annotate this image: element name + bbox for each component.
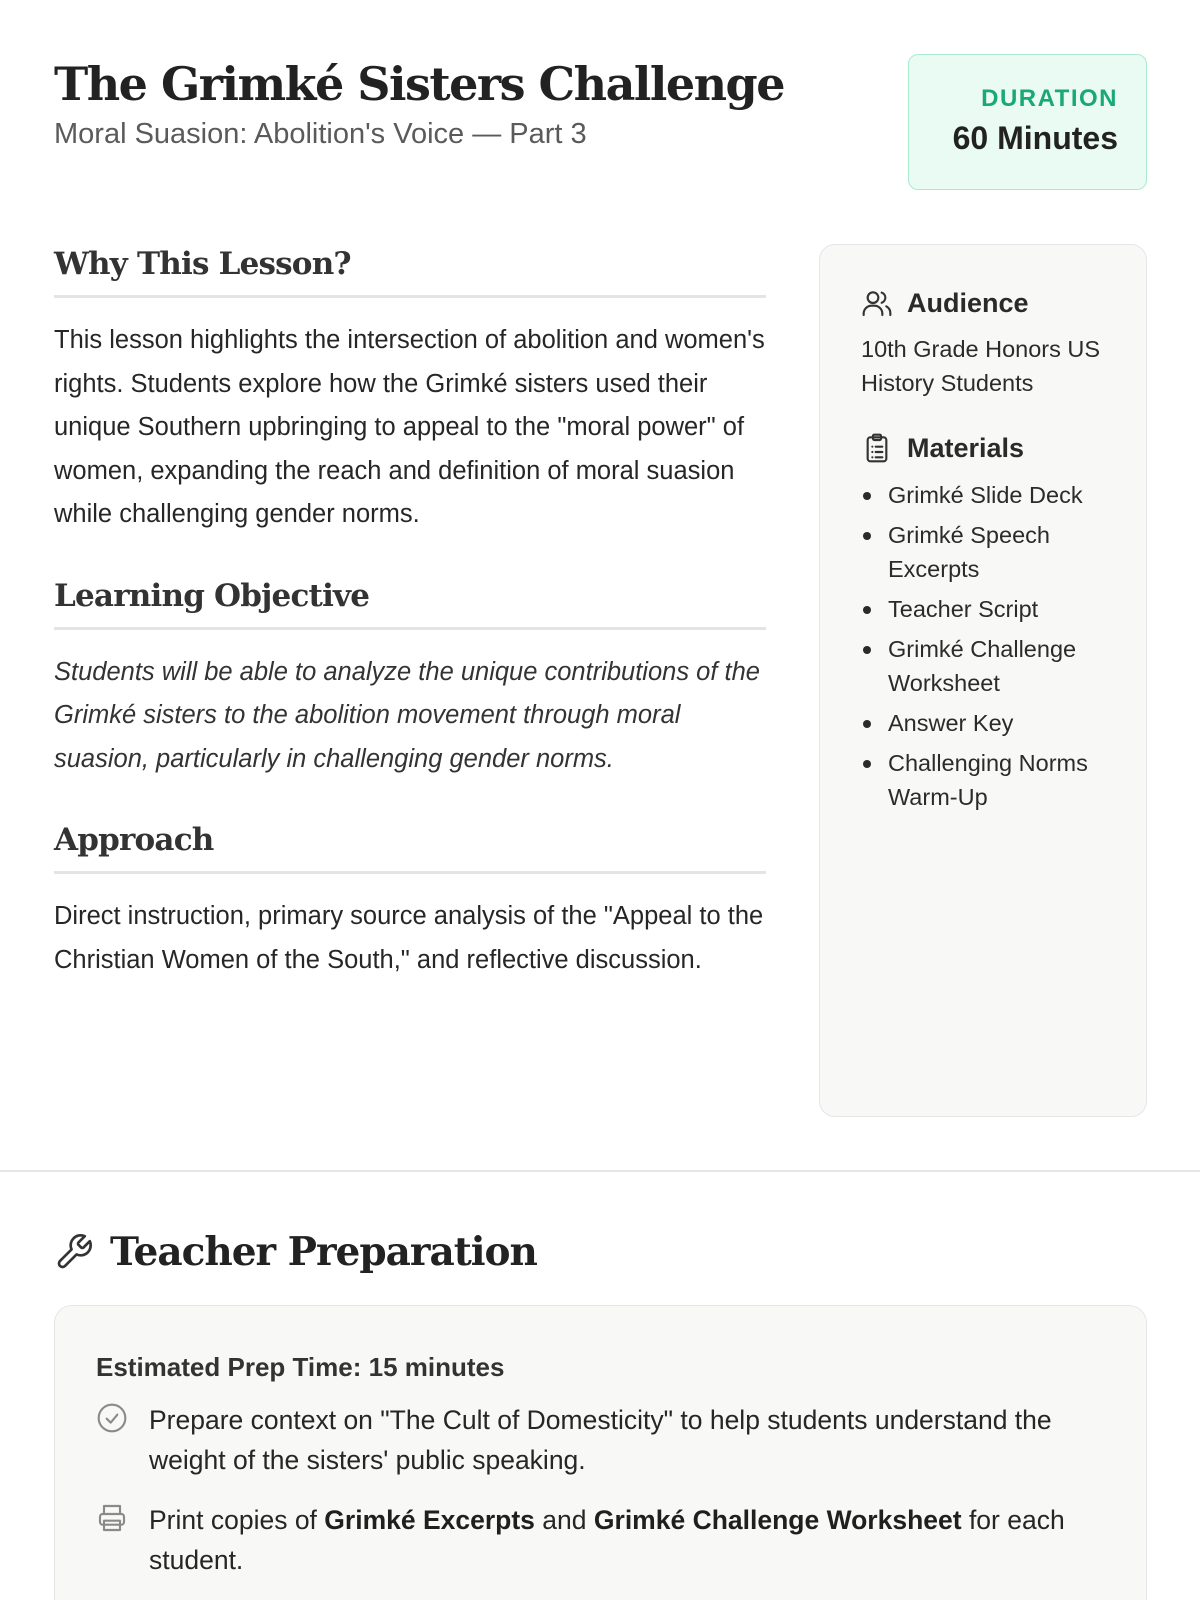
teacher-prep-card bbox=[54, 1305, 1147, 1600]
printer-icon bbox=[96, 1502, 128, 1534]
materials-list bbox=[861, 478, 1116, 814]
prep-time: Estimated Prep Time: 15 minutes bbox=[96, 1352, 505, 1382]
lesson-header bbox=[54, 52, 854, 152]
prep-item-text: Prepare context on "The Cult of Domesticity" to help students understand the weight of the sisters' public speaking. bbox=[149, 1405, 1052, 1475]
prep-text-segment: Print copies of bbox=[149, 1505, 325, 1535]
section-divider bbox=[0, 1170, 1200, 1172]
wrench-icon bbox=[54, 1232, 94, 1272]
material-item: Grimké Speech Excerpts bbox=[861, 518, 1116, 586]
approach-heading: Approach bbox=[54, 818, 766, 874]
approach-body: Direct instruction, primary source analysis of the "Appeal to the Christian Women of the South," and reflective discussion. bbox=[54, 902, 764, 974]
material-item: Grimké Slide Deck bbox=[861, 478, 1116, 512]
page-title: The Grimké Sisters Challenge bbox=[54, 57, 784, 111]
duration-badge bbox=[908, 54, 1147, 190]
page-subtitle: Moral Suasion: Abolition's Voice — Part 3 bbox=[54, 118, 587, 150]
materials-header bbox=[861, 430, 1116, 466]
prep-text-segment: and bbox=[534, 1505, 594, 1535]
audience-heading: Audience bbox=[907, 288, 1029, 318]
duration-value: 60 Minutes bbox=[952, 120, 1118, 156]
material-item: Challenging Norms Warm-Up bbox=[861, 746, 1116, 814]
material-item: Teacher Script bbox=[861, 592, 1116, 626]
prep-item bbox=[96, 1400, 1106, 1480]
check-circle-icon bbox=[96, 1402, 128, 1434]
audience-header bbox=[861, 285, 1116, 321]
duration-label: DURATION bbox=[981, 85, 1118, 112]
why-heading: Why This Lesson? bbox=[54, 242, 766, 298]
clipboard-icon bbox=[861, 432, 893, 464]
users-icon bbox=[861, 287, 893, 319]
audience-text: 10th Grade Honors US History Students bbox=[861, 336, 1101, 396]
prep-item-text bbox=[149, 1500, 1106, 1580]
teacher-prep-header bbox=[54, 1226, 537, 1278]
material-item: Answer Key bbox=[861, 706, 1116, 740]
teacher-prep-title: Teacher Preparation bbox=[110, 1229, 537, 1275]
worksheet-title: Grimké Challenge Worksheet bbox=[593, 1505, 962, 1535]
sidebar-card bbox=[819, 244, 1147, 1117]
materials-heading: Materials bbox=[907, 433, 1025, 463]
lesson-overview bbox=[54, 242, 766, 982]
prep-item bbox=[96, 1500, 1106, 1580]
objective-heading: Learning Objective bbox=[54, 574, 766, 630]
prep-text-segment: for each student. bbox=[149, 1505, 1065, 1575]
objective-body: Students will be able to analyze the unique contributions of the Grimké sisters to the abolition movement through moral suasion, particularly in challenging gender norms. bbox=[54, 657, 760, 773]
material-item: Grimké Challenge Worksheet bbox=[861, 632, 1116, 700]
why-body: This lesson highlights the intersection of abolition and women's rights. Students explore how the Grimké sisters used their unique Southern upbringing to appeal to the "moral power" of women, expanding the reach and definition of moral suasion while challenging gender norms. bbox=[54, 326, 765, 528]
excerpts-title: Grimké Excerpts bbox=[324, 1505, 535, 1535]
